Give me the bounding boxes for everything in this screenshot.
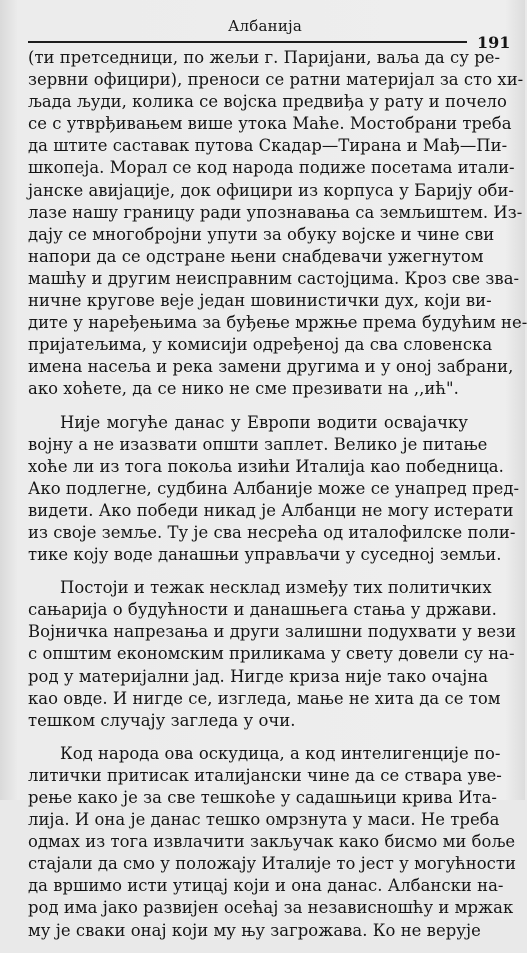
paragraph [28, 412, 520, 567]
text-line: лазе нашу границу ради упознавања са земљиштем. Из- [28, 202, 523, 222]
text-line: да штите саставак путова Скадар—Тирана и Мађ—Пи- [28, 136, 508, 156]
body-text [28, 47, 527, 953]
text-line: род у материјални јад. Нигде криза није тако очајна [28, 666, 489, 686]
page-number: 191 [477, 33, 511, 52]
text-line: му је сваки онај који му њу загрожава. Ко не верује [28, 920, 481, 940]
text-line: из своје земље. Ту је сва несрећа од италофилске поли- [28, 522, 516, 542]
text-line: војну а не изазвати општи заплет. Велико је питање [28, 434, 488, 454]
text-line: дају се многобројни упути за обуку војске и чине сви [28, 224, 495, 244]
text-line: хоће ли из тога покоља изићи Италија као победница. [28, 456, 504, 476]
text-line: Код народа ова оскудица, а код интелигенције по- [60, 743, 501, 763]
text-line: имена насеља и река замени другима и у оној забрани, [28, 357, 514, 377]
text-line: ако хоћете, да се нико не сме презивати на ,,ић". [28, 379, 459, 399]
text-line: видети. Ако победи никад је Албанци не могу истерати [28, 500, 514, 520]
text-line: јанске авијације, док официри из корпуса у Барију оби- [28, 180, 515, 200]
text-line: одмах из тога извлачити закључак како бисмо ми боље [28, 832, 516, 852]
text-line: шкопеја. Морал се код народа подиже посетама итали- [28, 158, 515, 178]
text-line: с општим економским приликама у свету довели су на- [28, 644, 515, 664]
text-line: се с утврђивањем више утока Маће. Мостобрани треба [28, 114, 512, 134]
paragraph [28, 47, 527, 401]
page-header [28, 15, 511, 52]
text-line: Постоји и тежак несклад између тих политичких [60, 578, 492, 598]
text-line: лија. И она је данас тешко омрзнута у маси. Не треба [28, 810, 500, 830]
text-line: стајали да смо у положају Италије то јест у могућности [28, 854, 516, 874]
text-line: напори да се одстране њени снабдевачи ужегнутом [28, 246, 484, 266]
text-line: тике коју воде данашњи управљачи у суседној земљи. [28, 545, 502, 565]
text-line: љада људи, колика се војска предвиђа у рату и почело [28, 92, 507, 112]
text-line: рење како је за све тешкоће у садашњици крива Ита- [28, 788, 498, 807]
paragraph [28, 743, 516, 942]
text-line: Ако подлегне, судбина Албаније може се унапред пред- [28, 478, 520, 498]
text-line: Војничка напрезања и други залишни подухвати у вези [28, 622, 517, 642]
text-line: пријатељима, у комисији одређеној да сва словенска [28, 335, 493, 355]
text-line: ничне кругове веје један шовинистички дух, који ви- [28, 291, 492, 311]
text-line: сањарија о будућности и данашњега стања у држави. [28, 600, 497, 620]
text-line: литички притисак италијански чине да се ствара уве- [28, 765, 502, 785]
text-line: род има јако развијен осећај за независношћу и мржак [28, 898, 514, 918]
text-line: зервни официри), преноси се ратни материјал за сто хи- [28, 70, 524, 90]
text-line: Није могуће данас у Европи водити освајачку [60, 412, 468, 432]
text-line: машћу и другим неисправним састојцима. Кроз све зва- [28, 268, 520, 288]
text-line: као овде. И нигде се, изгледа, мање не хита да се том [28, 688, 501, 708]
paragraph [28, 577, 517, 732]
text-line: тешком случају загледа у очи. [28, 710, 296, 730]
running-head: Албанија [228, 17, 303, 35]
text-line: (ти претседници, по жељи г. Паријани, ваља да су ре- [28, 48, 501, 67]
text-line: да вршимо исти утицај који и она данас. Албански на- [28, 876, 504, 896]
text-line: дите у наређењима за буђење мржње према будућим не- [28, 313, 527, 333]
